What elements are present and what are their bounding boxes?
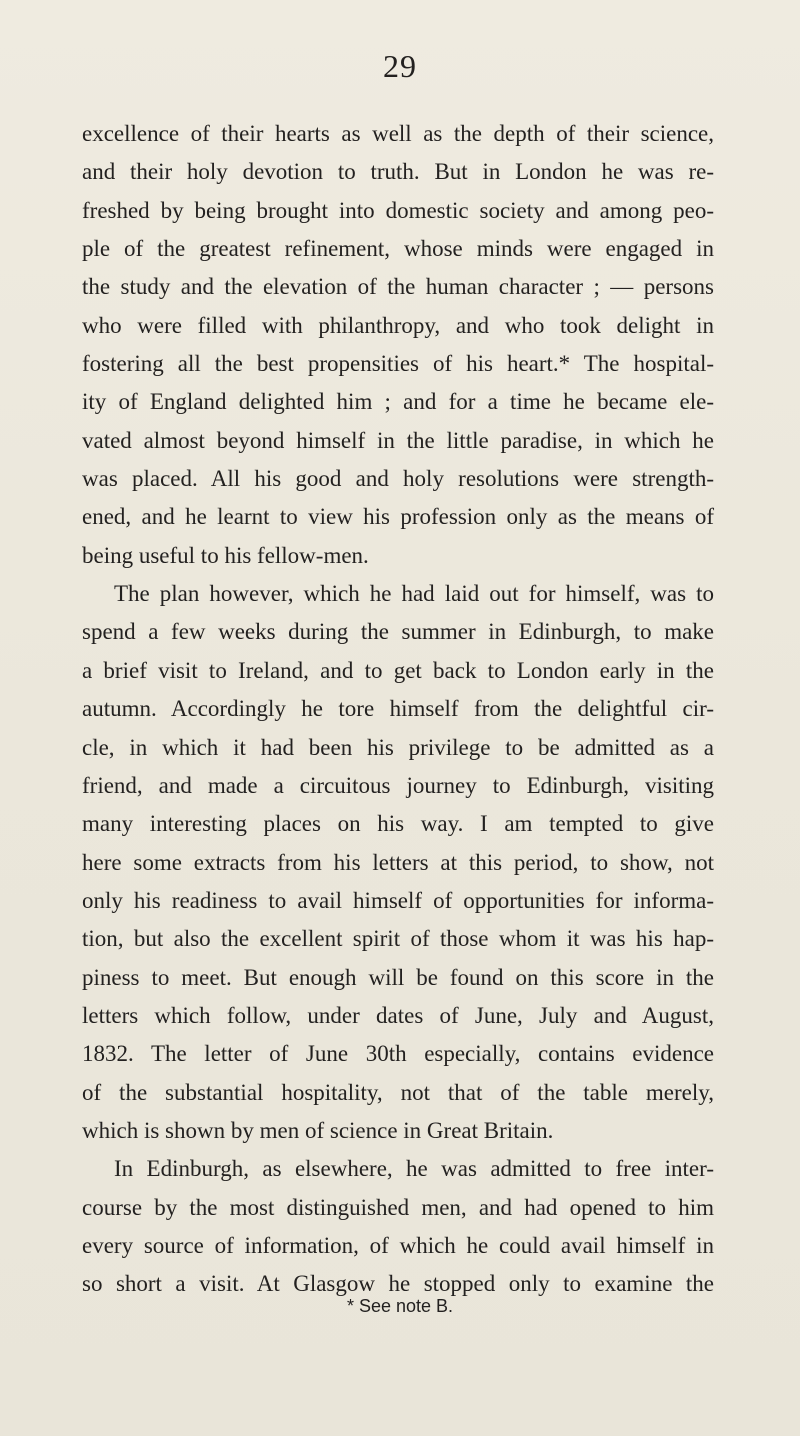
body-text [82,115,714,1304]
text-line: course by the most distinguished men, and had opened to him [82,1194,714,1220]
text-line: every source of information, of which he could avail himself in [82,1232,714,1258]
text-line: so short a visit. At Glasgow he stopped only to examine the [82,1271,714,1297]
text-line: a brief visit to Ireland, and to get back to London early in the [82,657,714,683]
text-line: who were filled with philanthropy, and who took delight in [82,312,714,338]
text-line: ple of the greatest refinement, whose minds were engaged in [82,236,714,262]
text-line: only his readiness to avail himself of opportunities for informa- [82,887,714,913]
text-line: and their holy devotion to truth. But in London he was re- [82,159,714,185]
text-line: ity of England delighted him ; and for a time he became ele- [82,389,714,415]
text-line: vated almost beyond himself in the little paradise, in which he [82,427,714,453]
text-line: The plan however, which he had laid out for himself, was to [114,581,714,607]
text-line: many interesting places on his way. I am tempted to give [82,811,714,837]
text-line: ened, and he learnt to view his profession only as the means of [82,504,714,530]
text-line: fostering all the best propensities of his heart.* The hospital- [82,351,714,377]
text-line: cle, in which it had been his privilege to be admitted as a [82,734,714,760]
text-line: spend a few weeks during the summer in Edinburgh, to make [82,619,714,645]
text-line: 1832. The letter of June 30th especially, contains evidence [82,1041,714,1067]
text-line: being useful to his fellow-men. [82,542,369,568]
page-number: 29 [383,48,417,84]
footnote: * See note B. [346,1296,454,1316]
text-line: In Edinburgh, as elsewhere, he was admitted to free inter- [114,1156,714,1182]
text-line: which is shown by men of science in Great Britain. [82,1117,554,1143]
text-line: the study and the elevation of the human character ; — persons [82,274,714,300]
text-line: friend, and made a circuitous journey to Edinburgh, visiting [82,772,714,798]
text-line: here some extracts from his letters at this period, to show, not [82,849,714,875]
text-line: was placed. All his good and holy resolutions were strength- [82,466,714,492]
text-line: piness to meet. But enough will be found on this score in the [82,964,714,990]
text-line: freshed by being brought into domestic society and among peo- [82,197,714,223]
text-line: tion, but also the excellent spirit of those whom it was his hap- [82,926,714,952]
text-line: autumn. Accordingly he tore himself from the delightful cir- [82,696,714,722]
text-line: excellence of their hearts as well as the depth of their science, [82,121,714,146]
text-line: of the substantial hospitality, not that of the table merely, [82,1079,714,1105]
text-line: letters which follow, under dates of June, July and August, [82,1002,714,1028]
